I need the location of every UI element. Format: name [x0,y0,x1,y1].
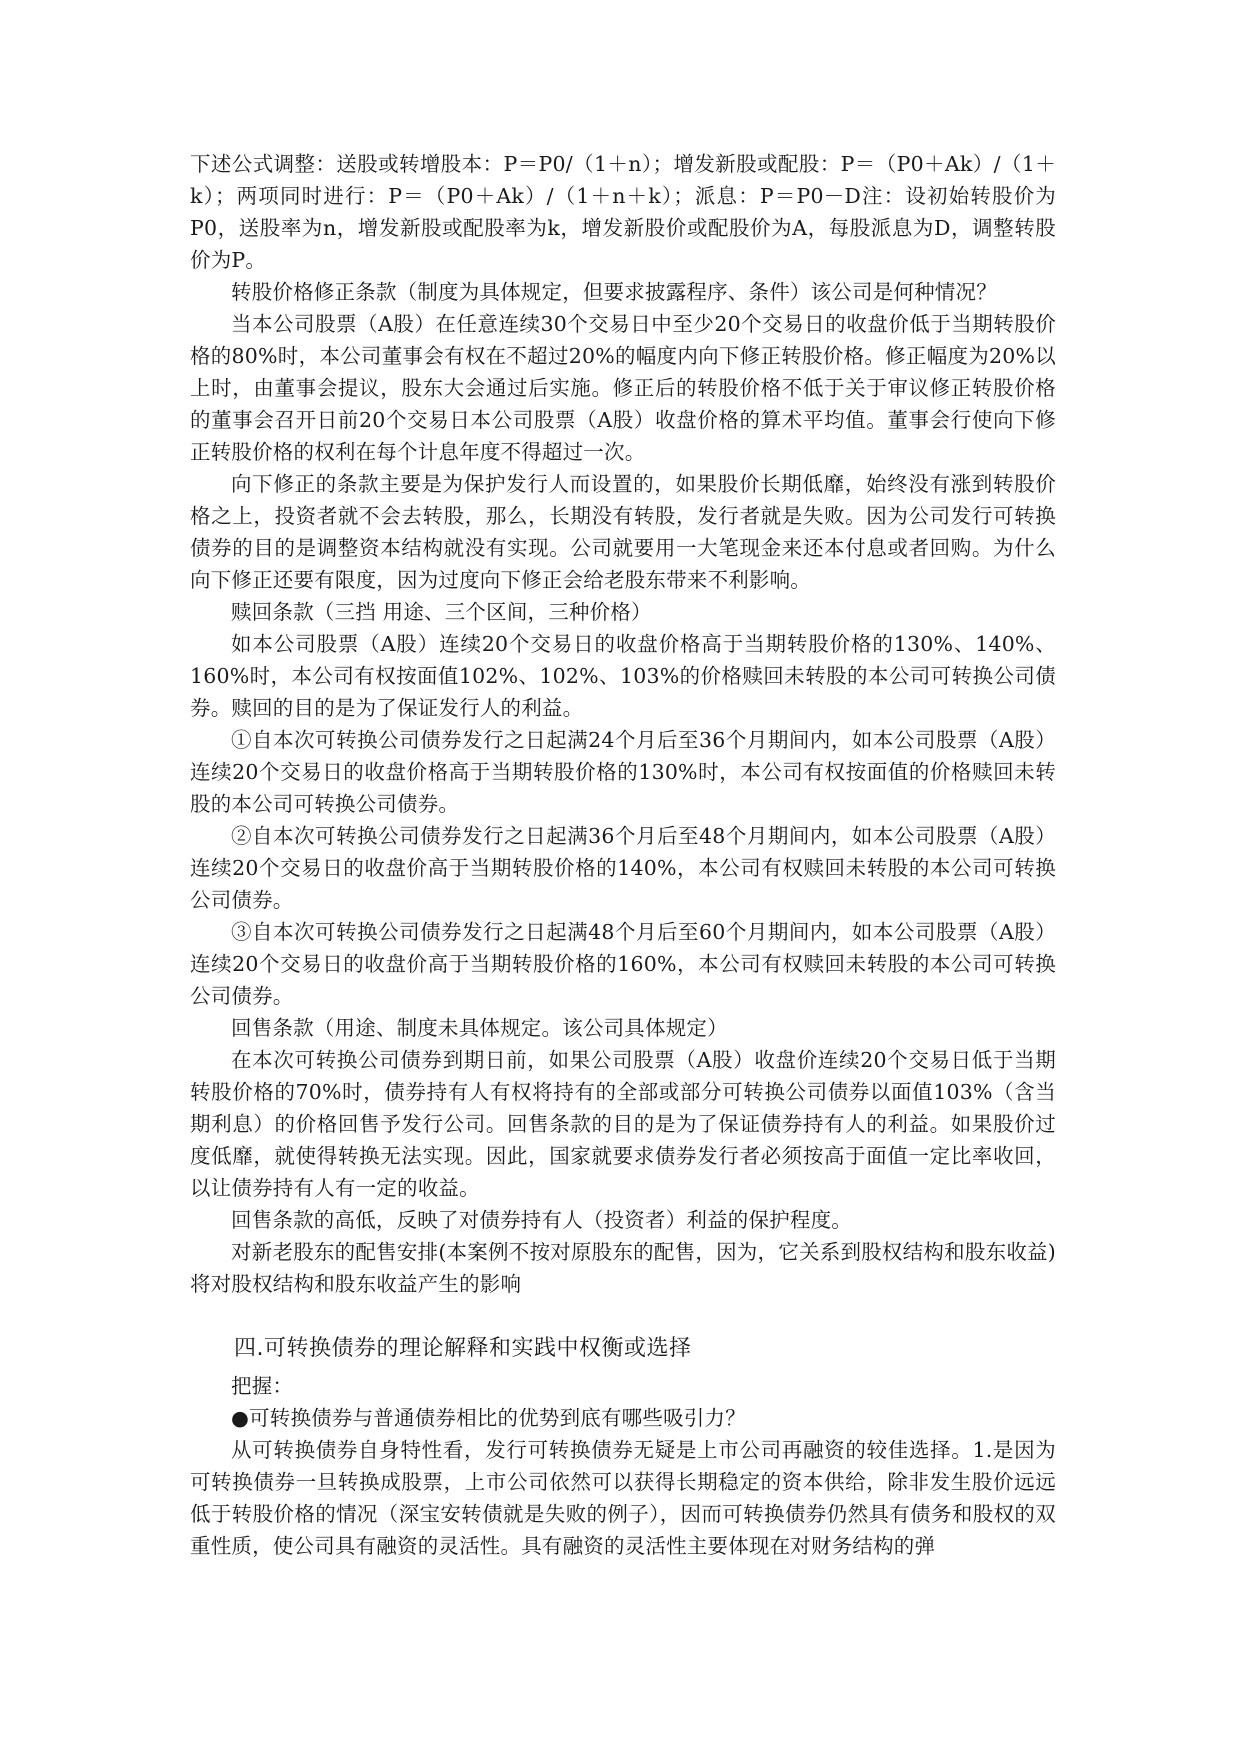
revision-clause-paragraph: 当本公司股票（A股）在任意连续30个交易日中至少20个交易日的收盘价低于当期转股价格的80%时，本公司董事会有权在不超过20%的幅度内向下修正转股价格。修正幅度为20%以上时，由董事会提议，股东大会通过后实施。修正后的转股价格不低于关于审议修正转股价格的董事会召开日前20个交易日本公司股票（A股）收盘价格的算术平均值。董事会行使向下修正转股价格的权利在每个计息年度不得超过一次。 [190,312,1056,464]
placement-arrangement-paragraph: 对新老股东的配售安排(本案例不按对原股东的配售，因为，它关系到股权结构和股东收益)将对股权结构和股东收益产生的影响 [190,1240,1056,1296]
revision-explanation-paragraph: 向下修正的条款主要是为保护发行人而设置的，如果股价长期低靡，始终没有涨到转股价格之上，投资者就不会去转股，那么，长期没有转股，发行者就是失败。因为公司发行可转换债券的目的是调整资本结构就没有实现。公司就要用一大笔现金来还本付息或者回购。为什么向下修正还要有限度，因为过度向下修正会给老股东带来不利影响。 [190,472,1056,592]
put-clause-heading: 回售条款（用途、制度未具体规定。该公司具体规定） [231,1016,728,1040]
bullet-question: ●可转换债券与普通债券相比的优势到底有哪些吸引力？ [231,1406,746,1430]
redemption-clause-paragraph: 如本公司股票（A股）连续20个交易日的收盘价格高于当期转股价格的130%、140%、160%时，本公司有权按面值102%、102%、103%的价格赎回未转股的本公司可转换公司债券。赎回的目的是为了保证发行人的利益。 [190,632,1056,720]
section-heading: 四.可转换债券的理论解释和实践中权衡或选择 [234,1336,692,1361]
put-clause-paragraph: 在本次可转换公司债券到期日前，如果公司股票（A股）收盘价连续20个交易日低于当期转股价格的70%时，债券持有人有权将持有的全部或部分可转换公司债券以面值103%（含当期利息）的价格回售予发行公司。回售条款的目的是为了保证债券持有人的利益。如果股价过度低靡，就使得转换无法实现。因此，国家就要求债券发行者必须按高于面值一定比率收回，以让债券持有人有一定的收益。 [190,1048,1056,1200]
formula-paragraph: 下述公式调整：送股或转增股本：P＝P0/（1＋n）；增发新股或配股：P＝（P0＋Ak）/（1＋k）；两项同时进行：P＝（P0＋Ak）/（1＋n＋k）；派息：P＝P0－D注：设初始转股价为P0，送股率为n，增发新股或配股率为k，增发新股价或配股价为A，每股派息为D，调整转股价为P。 [190,152,1056,272]
put-clause-note: 回售条款的高低，反映了对债券持有人（投资者）利益的保护程度。 [231,1208,852,1232]
conversion-price-revision-heading: 转股价格修正条款（制度为具体规定，但要求披露程序、条件）该公司是何种情况？ [231,280,997,304]
redemption-clause-heading: 赎回条款（三挡 用途、三个区间，三种价格） [231,600,652,624]
document-body [190,148,1056,1562]
advantages-paragraph: 从可转换债券自身特性看，发行可转换债券无疑是上市公司再融资的较佳选择。1.是因为可转换债券一旦转换成股票，上市公司依然可以获得长期稳定的资本供给，除非发生股价远远低于转股价格的情况（深宝安转债就是失败的例子），因而可转换债券仍然具有债务和股权的双重性质，使公司具有融资的灵活性。具有融资的灵活性主要体现在对财务结构的弹 [190,1438,1056,1558]
redemption-item-3: ③自本次可转换公司债券发行之日起满48个月后至60个月期间内，如本公司股票（A股）连续20个交易日的收盘价高于当期转股价格的160%，本公司有权赎回未转股的本公司可转换公司债券。 [190,920,1056,1008]
section-spacer [190,1300,1056,1312]
redemption-item-2: ②自本次可转换公司债券发行之日起满36个月后至48个月期间内，如本公司股票（A股）连续20个交易日的收盘价高于当期转股价格的140%，本公司有权赎回未转股的本公司可转换公司债券。 [190,824,1056,912]
redemption-item-1: ①自本次可转换公司债券发行之日起满24个月后至36个月期间内，如本公司股票（A股）连续20个交易日的收盘价格高于当期转股价格的130%时，本公司有权按面值的价格赎回未转股的本公司可转换公司债券。 [190,728,1056,816]
grasp-label: 把握： [231,1374,294,1398]
